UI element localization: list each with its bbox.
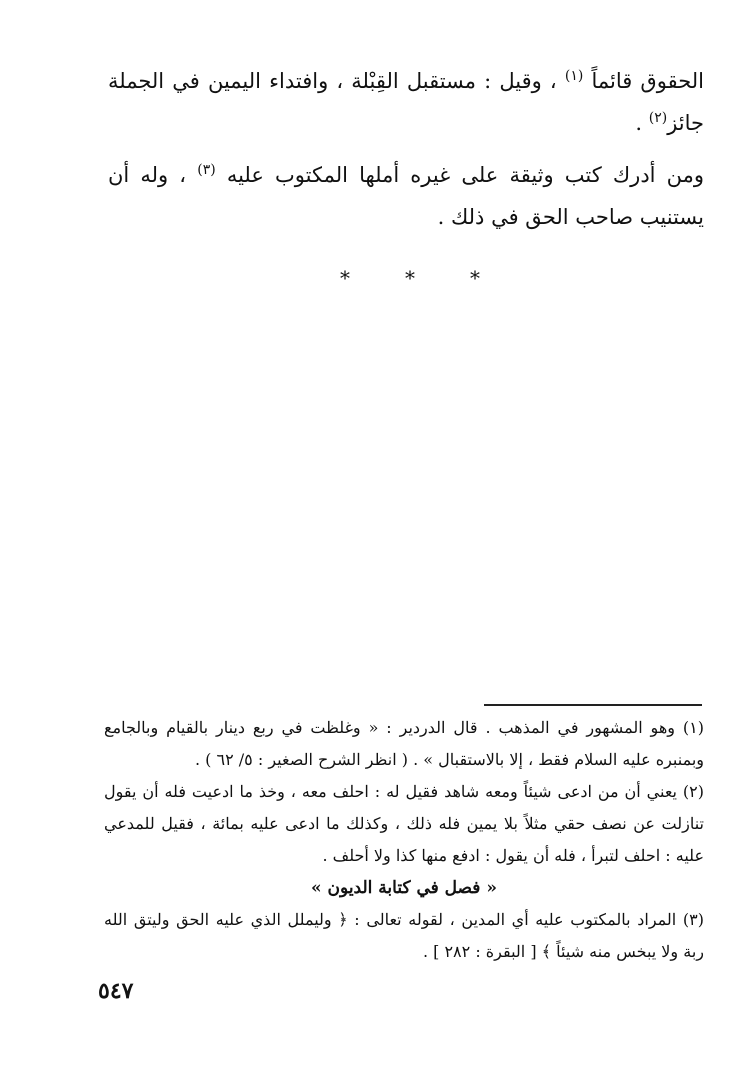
paragraph-1 [108, 60, 704, 144]
footnote-ref-2: (٢) [648, 110, 668, 126]
paragraph-2 [108, 154, 704, 238]
footnote-3: (٣) المراد بالمكتوب عليه أي المدين ، لقوله تعالى : ﴿ وليملل الذي عليه الحق وليتق الله ربة ولا يبخس منه شيئاً ﴾ [ البقرة : ٢٨٢ ] . [104, 910, 704, 961]
footnote-divider [484, 704, 702, 706]
paragraph-2-text-2: ، وله أن يستنيب صاحب الحق في ذلك . [108, 163, 704, 229]
asterisk-ornament: * [340, 266, 350, 290]
paragraph-1-text-2: ، وقيل : مستقبل القِبْلة ، وافتداء اليمين في الجملة جائز [108, 69, 704, 135]
section-ornaments [340, 266, 480, 290]
footnotes [104, 712, 704, 968]
paragraph-2-text: ومن أدرك كتب وثيقة على غيره أملها المكتوب عليه [215, 163, 705, 187]
footnote-2: (٢) يعني أن من ادعى شيئاً ومعه شاهد فقيل له : احلف معه ، وخذ ما ادعيت فله أن يقول تنازلت عن نصف حقي مثلاً بلا يمين فله ذلك ، وكذلك ما ادعى عليه بمائة ، فقيل للمدعي عليه : احلف لتبرأ ، فله أن يقول : ادفع منها كذا ولا أحلف . [104, 782, 704, 865]
main-text [108, 60, 704, 248]
asterisk-ornament: * [470, 266, 480, 290]
page-number: ٥٤٧ [98, 978, 134, 1004]
footnote-1: (١) وهو المشهور في المذهب . قال الدردير : « وغلظت في ربع دينار بالقيام وبالجامع وبمنبره عليه السلام فقط ، إلا بالاستقبال » . ( انظر الشرح الصغير : ٥/ ٦٢ ) . [104, 718, 704, 769]
footnote-section-heading: « فصل في كتابة الديون » [311, 878, 497, 898]
footnote-ref-3: (٣) [197, 162, 216, 178]
paragraph-1-text: الحقوق قائماً [583, 69, 704, 93]
paragraph-1-text-3: . [635, 111, 649, 135]
asterisk-ornament: * [405, 266, 415, 290]
footnote-ref-1: (١) [564, 68, 584, 84]
